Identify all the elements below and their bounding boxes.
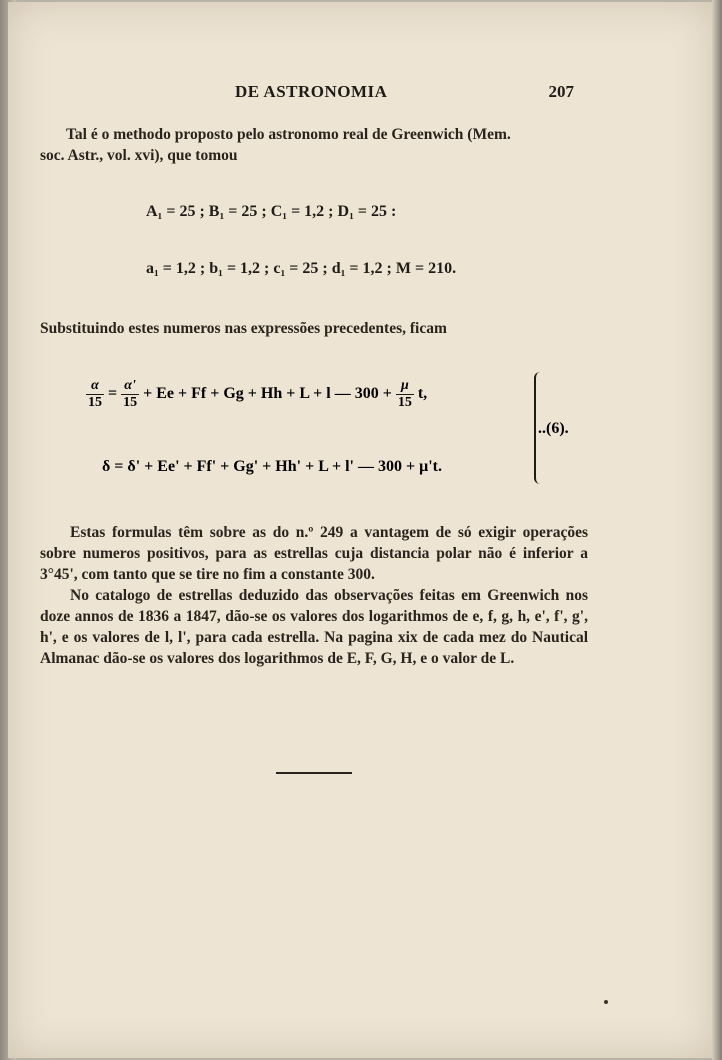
equation-number: ..(6). xyxy=(538,420,569,437)
formula-line1-middle: + Ee + Ff + Gg + Hh + L + l — 300 + xyxy=(143,385,392,403)
page-edge xyxy=(712,0,722,1060)
formula-line1-end: t, xyxy=(417,385,428,403)
paragraph-intro-line2: soc. Astr., vol. xvi), que tomou xyxy=(40,147,238,164)
running-header xyxy=(60,82,580,106)
fraction-alpha xyxy=(86,378,104,411)
formula-line2: δ = δ' + Ee' + Ff' + Gg' + Hh' + L + l' — 300 + μ't. xyxy=(102,458,442,475)
paper-speck xyxy=(604,1000,608,1004)
closing-rule xyxy=(276,772,352,774)
paragraph-substitution: Substituindo estes numeros nas expressões precedentes, ficam xyxy=(40,320,447,337)
equation-constants-upper: A₁ = 25 ; B₁ = 25 ; C₁ = 1,2 ; D₁ = 25 : xyxy=(146,203,397,220)
fraction-alpha-prime-den: 15 xyxy=(123,395,138,410)
page-number: 207 xyxy=(548,82,574,101)
fraction-mu xyxy=(396,378,414,411)
formula-line1: $\frac{\alpha}{15}$ = $\frac{\alpha'}{15}$ + Ee + Ff + Gg + Hh + L + l — 300 + $\frac{\mu}{15}$ t, xyxy=(88,378,428,410)
fraction-alpha-num: α xyxy=(86,378,104,395)
paragraph-formulas xyxy=(40,522,588,585)
paragraph-intro-line1: Tal é o methodo proposto pelo astronomo real de Greenwich (Mem. xyxy=(66,126,511,143)
paragraph-formulas-text: Estas formulas têm sobre as do n.º 249 a vantagem de só exigir operações sobre numeros positivos, para as estrellas cuja distancia polar não é inferior a 3°45', com tanto que se tire no fim a constante 300. xyxy=(40,524,588,583)
paragraph-intro xyxy=(40,124,588,166)
fraction-mu-den: 15 xyxy=(397,395,412,410)
fraction-alpha-prime-num: α' xyxy=(121,378,139,395)
formula-block xyxy=(86,378,606,488)
equation-constants-lower: a₁ = 1,2 ; b₁ = 1,2 ; c₁ = 25 ; d₁ = 1,2 ; M = 210. xyxy=(146,260,457,277)
fraction-alpha-den: 15 xyxy=(88,395,102,410)
fraction-alpha-prime xyxy=(121,378,139,411)
paragraph-catalogue-text: No catalogo de estrellas deduzido das observações feitas em Greenwich nos doze annos de 1836 a 1847, dão-se os valores dos logarithmos de e, f, g, h, e', f', g', h', e os valores de l, l', para cada estrella. Na pagina xix de cada mez do Nautical Almanac dão-se os valores dos logarithmos de E, F, G, H, e o valor de L. xyxy=(40,587,588,667)
fraction-mu-num: μ xyxy=(396,378,414,395)
paragraph-catalogue xyxy=(40,585,588,669)
header-title: DE ASTRONOMIA xyxy=(235,82,388,101)
